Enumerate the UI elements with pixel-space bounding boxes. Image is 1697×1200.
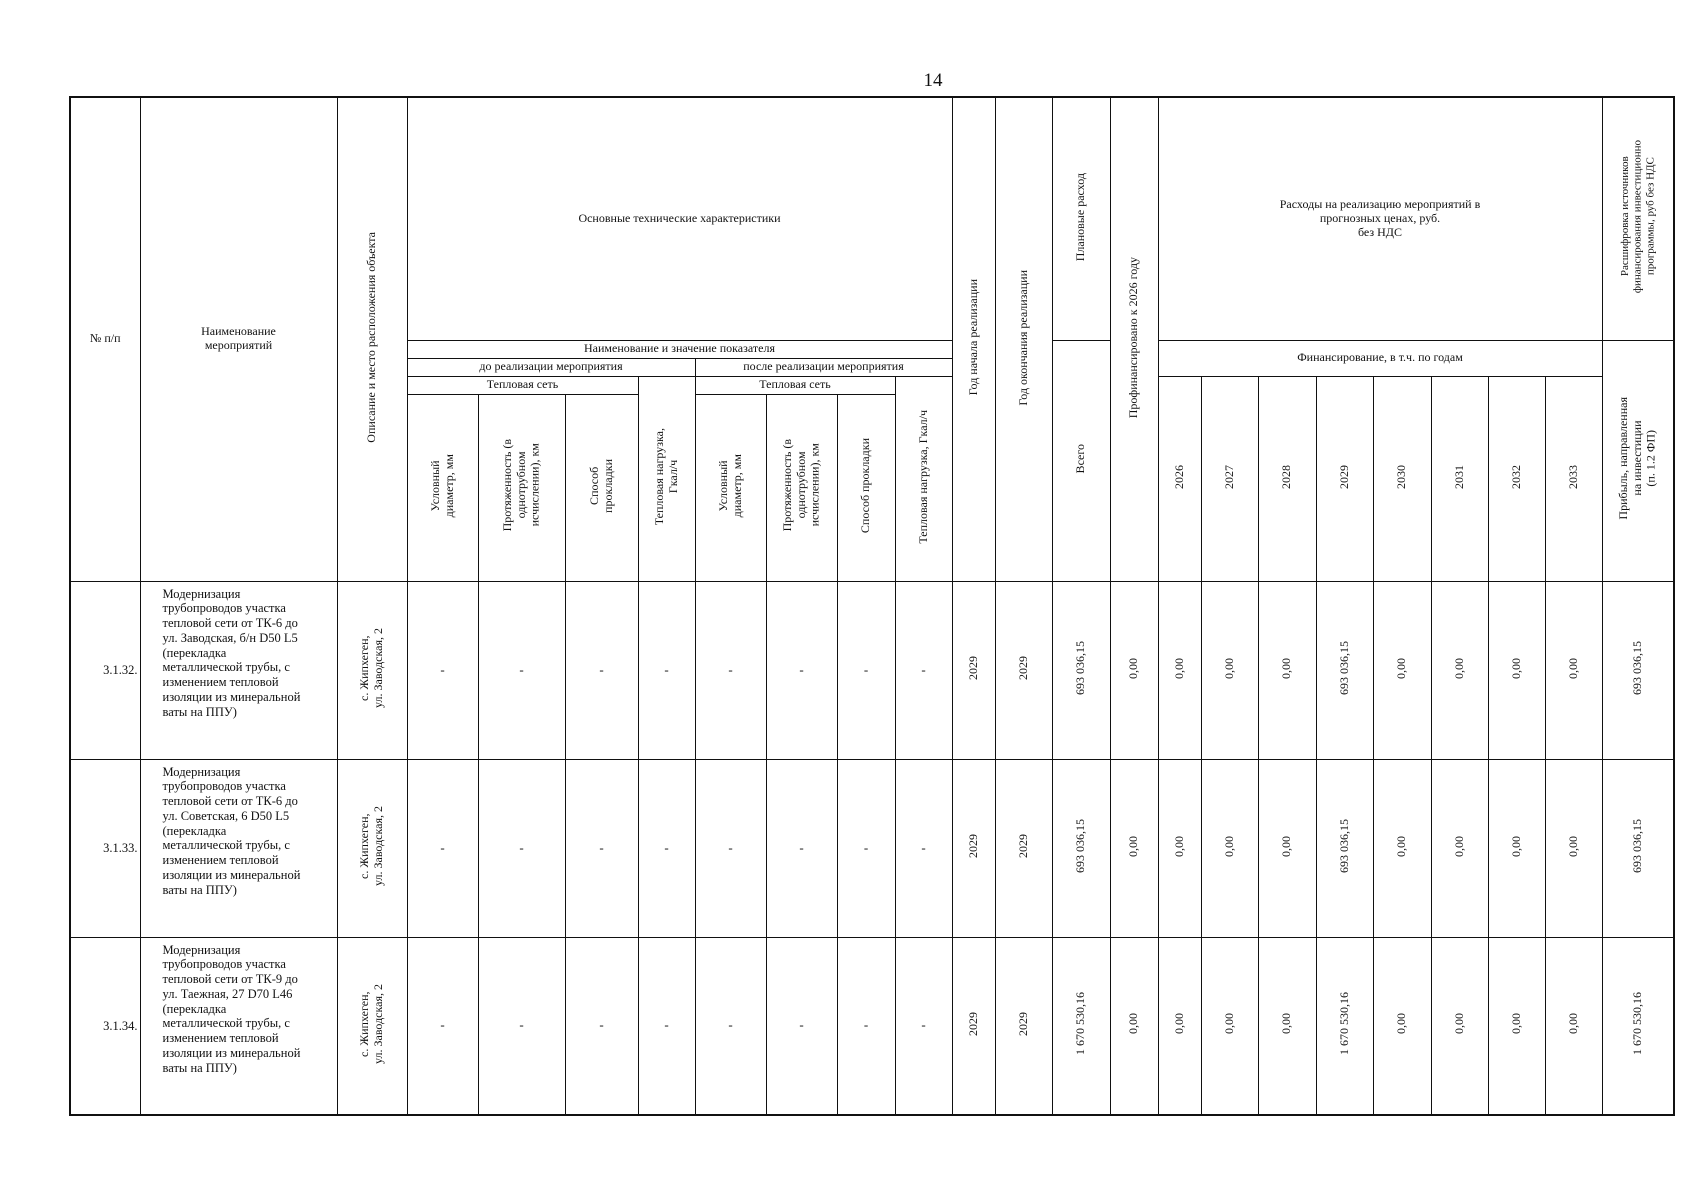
header-sources: Расшифровка источников финансирования инвестиционно программы, руб без НДС (1602, 97, 1674, 340)
row-diam-after: - (695, 937, 766, 1115)
table-row (70, 581, 1674, 759)
row-profit: 1 670 530,16 (1602, 937, 1674, 1115)
header-prefinanced: Профинансировано к 2026 году (1110, 97, 1158, 581)
row-y2033: 0,00 (1545, 937, 1602, 1115)
header-heat-net-before: Тепловая сеть (407, 376, 638, 394)
row-diam-before: - (407, 937, 478, 1115)
row-name: Модернизация трубопроводов участка тепловой сети от ТК-6 до ул. Заводская, б/н D50 L5 (перекладка металлической трубы, с изменением тепловой изоляции из минеральной ваты на ППУ) (140, 581, 337, 759)
row-y2030: 0,00 (1373, 581, 1431, 759)
row-length-before: - (478, 581, 565, 759)
row-y2026: 0,00 (1158, 759, 1201, 937)
header-year: 2026 (1158, 376, 1201, 581)
row-y2032: 0,00 (1488, 581, 1545, 759)
header-plan: Плановые расход (1052, 97, 1110, 340)
header-diam2: Условный диаметр, мм (695, 394, 766, 581)
row-profit: 693 036,15 (1602, 759, 1674, 937)
header-year: 2030 (1373, 376, 1431, 581)
row-load-after: - (895, 937, 952, 1115)
header-before: до реализации мероприятия (407, 358, 695, 376)
header-indicator: Наименование и значение показателя (407, 340, 952, 358)
row-location: с. Жипхеген, ул. Заводская, 2 (337, 937, 407, 1115)
header-load: Тепловая нагрузка, Гкал/ч (638, 376, 695, 581)
row-y2029: 1 670 530,16 (1316, 937, 1373, 1115)
row-y2033: 0,00 (1545, 759, 1602, 937)
header-total: Всего (1052, 340, 1110, 581)
row-name: Модернизация трубопроводов участка тепловой сети от ТК-6 до ул. Советская, 6 D50 L5 (перекладка металлической трубы, с изменением тепловой изоляции из минеральной ваты на ППУ) (140, 759, 337, 937)
row-prefinanced: 0,00 (1110, 937, 1158, 1115)
row-length-before: - (478, 759, 565, 937)
row-y2033: 0,00 (1545, 581, 1602, 759)
row-y2031: 0,00 (1431, 581, 1488, 759)
header-year: 2033 (1545, 376, 1602, 581)
table-row (70, 759, 1674, 937)
header-year: 2027 (1201, 376, 1258, 581)
header-year-end: Год окончания реализации (995, 97, 1052, 581)
row-diam-after: - (695, 759, 766, 937)
header-method2: Способ прокладки (837, 394, 895, 581)
row-year-start: 2029 (952, 759, 995, 937)
header-num: № п/п (70, 97, 140, 581)
row-total: 1 670 530,16 (1052, 937, 1110, 1115)
row-diam-before: - (407, 759, 478, 937)
row-method-after: - (837, 759, 895, 937)
row-y2026: 0,00 (1158, 937, 1201, 1115)
row-y2030: 0,00 (1373, 937, 1431, 1115)
row-length-before: - (478, 937, 565, 1115)
row-y2027: 0,00 (1201, 937, 1258, 1115)
row-total: 693 036,15 (1052, 759, 1110, 937)
row-load-before: - (638, 759, 695, 937)
row-y2028: 0,00 (1258, 759, 1316, 937)
row-profit: 693 036,15 (1602, 581, 1674, 759)
header-financing: Финансирование, в т.ч. по годам (1158, 340, 1602, 376)
row-method-after: - (837, 937, 895, 1115)
row-year-start: 2029 (952, 581, 995, 759)
row-year-end: 2029 (995, 581, 1052, 759)
header-year-start: Год начала реализации (952, 97, 995, 581)
row-length-after: - (766, 937, 837, 1115)
header-length2: Протяженность (в однотрубном исчислении), км (766, 394, 837, 581)
row-method-before: - (565, 759, 638, 937)
row-num: 3.1.32. (70, 581, 140, 759)
investment-table (69, 96, 1675, 1116)
header-location: Описание и место расположения объекта (337, 97, 407, 581)
row-prefinanced: 0,00 (1110, 581, 1158, 759)
row-location: с. Жипхеген, ул. Заводская, 2 (337, 581, 407, 759)
row-y2030: 0,00 (1373, 759, 1431, 937)
row-method-before: - (565, 937, 638, 1115)
row-y2031: 0,00 (1431, 937, 1488, 1115)
header-load2: Тепловая нагрузка, Гкал/ч (895, 376, 952, 581)
row-y2032: 0,00 (1488, 759, 1545, 937)
header-profit: Прибыль, направленная на инвестиции (п. 1.2 ФП) (1602, 340, 1674, 581)
row-load-after: - (895, 759, 952, 937)
row-name: Модернизация трубопроводов участка тепловой сети от ТК-9 до ул. Таежная, 27 D70 L46 (перекладка металлической трубы, с изменением тепловой изоляции из минеральной ваты на ППУ) (140, 937, 337, 1115)
row-y2029: 693 036,15 (1316, 759, 1373, 937)
row-load-after: - (895, 581, 952, 759)
table-row (70, 937, 1674, 1115)
table-body (70, 581, 1674, 1115)
row-year-end: 2029 (995, 937, 1052, 1115)
row-method-before: - (565, 581, 638, 759)
row-total: 693 036,15 (1052, 581, 1110, 759)
header-year: 2028 (1258, 376, 1316, 581)
header-year: 2032 (1488, 376, 1545, 581)
row-y2032: 0,00 (1488, 937, 1545, 1115)
row-y2028: 0,00 (1258, 937, 1316, 1115)
header-length: Протяженность (в однотрубном исчислении), км (478, 394, 565, 581)
table-header (70, 97, 1674, 581)
row-y2027: 0,00 (1201, 759, 1258, 937)
row-y2028: 0,00 (1258, 581, 1316, 759)
row-y2026: 0,00 (1158, 581, 1201, 759)
row-y2029: 693 036,15 (1316, 581, 1373, 759)
header-name: Наименование мероприятий (140, 97, 337, 581)
row-method-after: - (837, 581, 895, 759)
row-location: с. Жипхеген, ул. Заводская, 2 (337, 759, 407, 937)
row-prefinanced: 0,00 (1110, 759, 1158, 937)
row-length-after: - (766, 581, 837, 759)
row-load-before: - (638, 581, 695, 759)
row-length-after: - (766, 759, 837, 937)
header-year: 2031 (1431, 376, 1488, 581)
header-diam: Условный диаметр, мм (407, 394, 478, 581)
row-diam-after: - (695, 581, 766, 759)
row-load-before: - (638, 937, 695, 1115)
header-year: 2029 (1316, 376, 1373, 581)
row-year-start: 2029 (952, 937, 995, 1115)
row-y2027: 0,00 (1201, 581, 1258, 759)
header-heat-net-after: Тепловая сеть (695, 376, 895, 394)
row-num: 3.1.33. (70, 759, 140, 937)
row-num: 3.1.34. (70, 937, 140, 1115)
header-tech: Основные технические характеристики (407, 97, 952, 340)
header-expenses: Расходы на реализацию мероприятий в прогнозных ценах, руб. без НДС (1158, 97, 1602, 340)
row-y2031: 0,00 (1431, 759, 1488, 937)
row-diam-before: - (407, 581, 478, 759)
page-number: 14 (923, 70, 943, 91)
header-method: Способ прокладки (565, 394, 638, 581)
row-year-end: 2029 (995, 759, 1052, 937)
header-after: после реализации мероприятия (695, 358, 952, 376)
